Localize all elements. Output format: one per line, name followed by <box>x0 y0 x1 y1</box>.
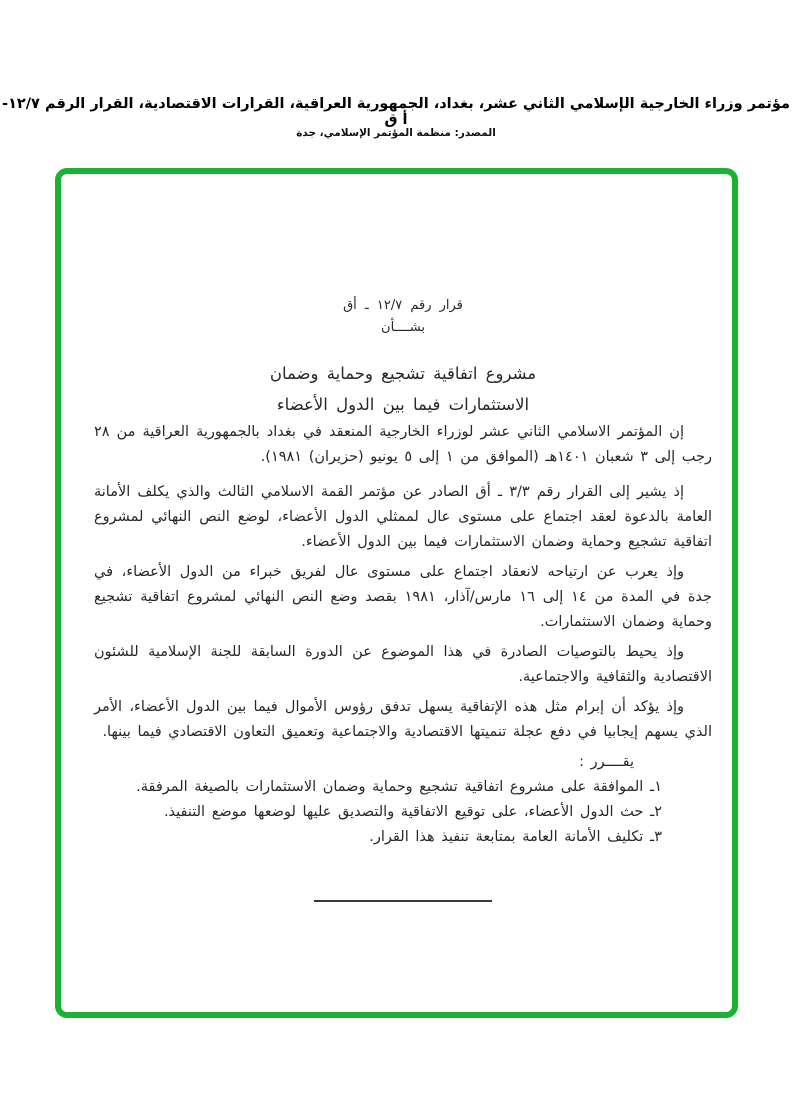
preamble-paragraph-5: وإذ يؤكد أن إبرام مثل هذه الإتفاقية يسهل تدفق رؤوس الأموال فيما بين الدول الأعضاء، الأمر الذي يسهم إيجابيا في دفع عجلة تنميتها الاقتصادية والاجتماعية وتعميق التعاون الاقتصادي فيما بينها. <box>94 699 712 740</box>
decision-item-3: ٣ـ تكليف الأمانة العامة بمتابعة تنفيذ هذا القرار. <box>369 829 662 845</box>
page-title: مؤتمر وزراء الخارجية الإسلامي الثاني عشر، بغداد، الجمهورية العراقية، القرارات الاقتصادية، القرار الرقم ١٢/٧-أ ق <box>2 96 790 128</box>
document-frame <box>55 168 738 1018</box>
preamble-paragraph-4: وإذ يحيط بالتوصيات الصادرة في هذا الموضوع عن الدورة السابقة للجنة الإسلامية للشئون الاقتصادية والثقافية والاجتماعية. <box>94 644 712 685</box>
resolution-number: قرار رقم ١٢/٧ ـ أق <box>343 298 463 313</box>
document-title-line1: مشروع اتفاقية تشجيع وحماية وضمان <box>269 364 537 383</box>
preamble-paragraph-3: وإذ يعرب عن ارتياحه لانعقاد اجتماع على مستوى عال لفريق خبراء من الدول الأعضاء، في جدة في المدة من ١٤ إلى ١٦ مارس/آذار، ١٩٨١ بقصد وضع النص النهائي لمشروع اتفاقية تشجيع وحماية وضمان الاستثمارات. <box>94 564 713 630</box>
scanned-document <box>94 296 712 902</box>
decision-item-2: ٢ـ حث الدول الأعضاء، على توقيع الاتفاقية والتصديق عليها لوضعها موضع التنفيذ. <box>163 804 662 820</box>
source-line: المصدر: منظمة المؤتمر الإسلامي، جدة <box>296 127 496 139</box>
regarding-label: بشــــأن <box>381 320 425 335</box>
preamble-paragraph-1: إن المؤتمر الاسلامي الثاني عشر لوزراء الخارجية المنعقد في بغداد بالجمهورية العراقية من ٢٨ رجب إلى ٣ شعبان ١٤٠١هـ (الموافق من ١ إلى ٥ يونيو (حزيران) ١٩٨١). <box>94 424 712 465</box>
preamble-paragraph-2: إذ يشير إلى القرار رقم ٣/٣ ـ أق الصادر عن مؤتمر القمة الاسلامي الثالث والذي يكلف الأمانة العامة بالدعوة لعقد اجتماع على مستوى عال لممثلي الدول الأعضاء، لوضع النص النهائي لمشروع اتفاقية تشجيع وحماية وضمان الاستثمارات فيما بين الدول الأعضاء. <box>94 484 712 550</box>
document-title <box>94 358 712 420</box>
closing-rule <box>314 900 492 902</box>
decides-label: يقــــرر : <box>579 754 634 770</box>
document-title-line2: الاستثمارات فيما بين الدول الأعضاء <box>276 395 530 414</box>
decision-item-1: ١ـ الموافقة على مشروع اتفاقية تشجيع وحماية وضمان الاستثمارات بالصيغة المرفقة. <box>136 779 662 795</box>
